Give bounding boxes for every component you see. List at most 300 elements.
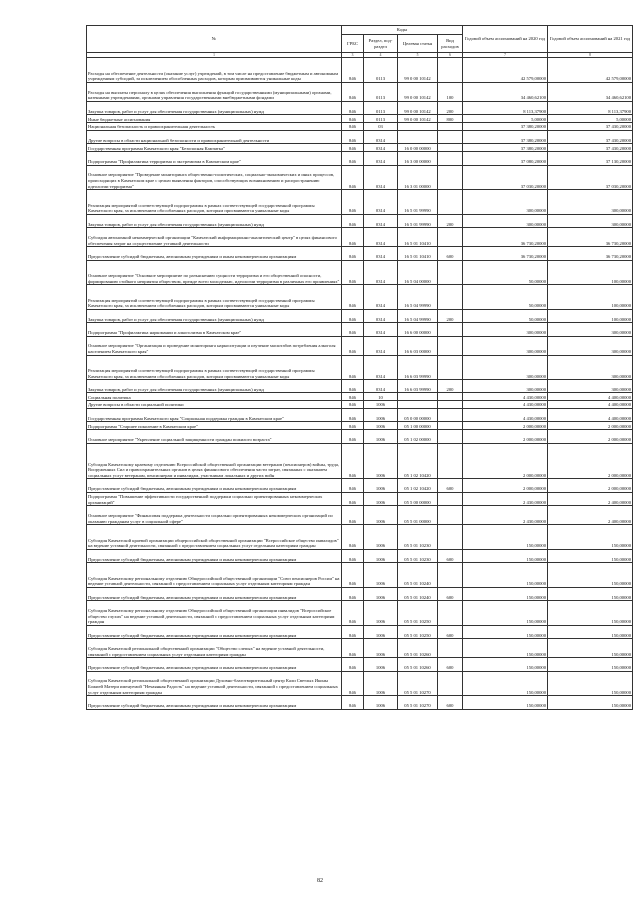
- table-row: [87, 309, 633, 322]
- row-name-cell: Субсидия Камчатской региональной общественной организации "Общество слепых" на ведение уставной деятельности, связанной с предоставлением социальных услуг отдельным категориям граждан: [87, 639, 342, 658]
- row-volume-2021-cell: 150,00000: [548, 658, 633, 671]
- row-razdel-cell: 0314: [364, 247, 398, 260]
- row-csr-cell: 16 5 01 99990: [398, 190, 438, 215]
- row-razdel-cell: 1006: [364, 587, 398, 600]
- row-grbs-cell: 846: [342, 601, 364, 626]
- row-csr-cell: 05 5 01 10230: [398, 549, 438, 562]
- row-volume-2021-cell: 300,00000: [548, 336, 633, 355]
- row-razdel-cell: 0314: [364, 190, 398, 215]
- row-name-cell: Основное мероприятие "Финансовая поддержка деятельности социально ориентированных некоммерческих организаций по оказанию гражданам услуг в социальной сфере": [87, 506, 342, 525]
- table-row: [87, 506, 633, 525]
- row-volume-2020-cell: 150,00000: [463, 549, 548, 562]
- row-volume-2020-cell: 34 460,62100: [463, 83, 548, 102]
- row-razdel-cell: 1006: [364, 506, 398, 525]
- row-csr-cell: 05 5 01 10260: [398, 658, 438, 671]
- row-grbs-cell: 846: [342, 309, 364, 322]
- row-volume-2020-cell: 150,00000: [463, 658, 548, 671]
- row-volume-2020-cell: 300,00000: [463, 323, 548, 336]
- row-name-cell: Основное мероприятие "Основное мероприятие по разъяснению сущности терроризма и его общественной опасности, формированию стойкого неприятия обществом, прежде всего молодежью, идеологии терроризма в различных его проявлениях": [87, 260, 342, 285]
- row-csr-cell: 16 5 04 99990: [398, 285, 438, 310]
- index-cell: 1: [87, 53, 342, 58]
- row-vr-cell: 200: [438, 214, 463, 227]
- row-razdel-cell: 1006: [364, 401, 398, 409]
- table-row: [87, 123, 633, 131]
- row-vr-cell: [438, 492, 463, 505]
- row-vr-cell: 600: [438, 625, 463, 638]
- row-grbs-cell: 846: [342, 214, 364, 227]
- row-grbs-cell: 846: [342, 285, 364, 310]
- row-name-cell: Предоставление субсидий бюджетным, автономным учреждениям и иным некоммерческим организациям: [87, 658, 342, 671]
- row-vr-cell: [438, 525, 463, 550]
- row-grbs-cell: 846: [342, 658, 364, 671]
- header-csr: Целевая статья: [398, 35, 438, 53]
- table-row: [87, 422, 633, 430]
- row-volume-2020-cell: 42 579,00000: [463, 58, 548, 83]
- table-row: [87, 380, 633, 393]
- row-vr-cell: [438, 563, 463, 588]
- table-row: [87, 563, 633, 588]
- row-vr-cell: [438, 130, 463, 143]
- row-volume-2021-cell: 150,00000: [548, 625, 633, 638]
- row-volume-2020-cell: 2 000,00000: [463, 422, 548, 430]
- row-name-cell: Основное мероприятие "Проведение мониторинга общественно-политических, социально-экономических и иных процессов, происходящих в Камчатском крае с целью выявления факторов, способствующих возникновению и распространению идеологии терроризма": [87, 165, 342, 190]
- row-volume-2020-cell: 50,00000: [463, 285, 548, 310]
- row-name-cell: Предоставление субсидий бюджетным, автономным учреждениям и иным некоммерческим организациям: [87, 549, 342, 562]
- row-razdel-cell: 0113: [364, 115, 398, 123]
- row-volume-2021-cell: 150,00000: [548, 671, 633, 696]
- row-volume-2020-cell: 37 030,20000: [463, 165, 548, 190]
- row-vr-cell: [438, 58, 463, 83]
- row-volume-2020-cell: 2 000,00000: [463, 479, 548, 492]
- row-name-cell: Основное мероприятие "Организация и проведение мониторинга наркоситуации и изучение масштабов потребления алкоголя населением Камчатского края": [87, 336, 342, 355]
- table-row: [87, 479, 633, 492]
- row-volume-2020-cell: 8 113,37900: [463, 102, 548, 115]
- row-name-cell: Субсидия Камчатской региональной общественной организации Духовно-благотворительный центр Кали Светлых Иконы Божией Матери именуемой "Нечаянная Радость" на ведение уставной деятельности, связанной с предоставлением социальных услуг отдельным категориям граждан: [87, 671, 342, 696]
- row-name-cell: Иные бюджетные ассигнования: [87, 115, 342, 123]
- row-razdel-cell: 1006: [364, 409, 398, 422]
- row-volume-2021-cell: 150,00000: [548, 549, 633, 562]
- row-volume-2020-cell: 4 430,00000: [463, 393, 548, 401]
- row-name-cell: Подпрограмма "Повышение эффективности государственной поддержки социально ориентированных некоммерческих организаций": [87, 492, 342, 505]
- row-razdel-cell: 1006: [364, 525, 398, 550]
- table-row: [87, 671, 633, 696]
- row-csr-cell: 05 5 01 10240: [398, 587, 438, 600]
- row-volume-2020-cell: 300,00000: [463, 355, 548, 380]
- row-volume-2020-cell: 37 380,20000: [463, 123, 548, 131]
- header-num: №: [87, 26, 342, 53]
- row-volume-2020-cell: 4 430,00000: [463, 409, 548, 422]
- row-vr-cell: [438, 260, 463, 285]
- row-vr-cell: [438, 393, 463, 401]
- row-volume-2020-cell: 300,00000: [463, 380, 548, 393]
- row-razdel-cell: 0113: [364, 83, 398, 102]
- row-vr-cell: [438, 355, 463, 380]
- row-razdel-cell: 1006: [364, 601, 398, 626]
- row-volume-2021-cell: 37 430,20000: [548, 144, 633, 152]
- row-volume-2021-cell: 300,00000: [548, 190, 633, 215]
- table-row: [87, 260, 633, 285]
- row-razdel-cell: 0314: [364, 144, 398, 152]
- row-volume-2020-cell: 150,00000: [463, 563, 548, 588]
- row-grbs-cell: 846: [342, 247, 364, 260]
- row-csr-cell: 16 5 01 10410: [398, 247, 438, 260]
- row-volume-2020-cell: 150,00000: [463, 671, 548, 696]
- row-name-cell: Расходы на обеспечение деятельности (оказание услуг) учреждений, в том числе на предоставление бюджетным и автономным учреждениям субсидий, за исключением обособленных расходов, которым присваиваются уникальные коды: [87, 58, 342, 83]
- row-volume-2020-cell: 50,00000: [463, 309, 548, 322]
- row-name-cell: Подпрограмма "Профилактика наркомании и алкоголизма в Камчатском крае": [87, 323, 342, 336]
- row-razdel-cell: 0314: [364, 309, 398, 322]
- row-volume-2021-cell: 34 460,62100: [548, 83, 633, 102]
- row-vr-cell: 600: [438, 696, 463, 709]
- index-cell: 7: [463, 53, 548, 58]
- index-cell: 8: [548, 53, 633, 58]
- table-row: [87, 115, 633, 123]
- row-csr-cell: 05 5 01 10250: [398, 625, 438, 638]
- row-volume-2021-cell: 2 000,00000: [548, 443, 633, 479]
- row-csr-cell: 05 5 01 10260: [398, 639, 438, 658]
- row-volume-2021-cell: 150,00000: [548, 563, 633, 588]
- table-row: [87, 658, 633, 671]
- row-volume-2020-cell: 37 380,20000: [463, 144, 548, 152]
- row-volume-2021-cell: 37 030,20000: [548, 165, 633, 190]
- row-grbs-cell: 846: [342, 83, 364, 102]
- row-volume-2021-cell: 5,00000: [548, 115, 633, 123]
- row-name-cell: Подпрограмма "Старшее поколение в Камчатском крае": [87, 422, 342, 430]
- row-grbs-cell: 846: [342, 401, 364, 409]
- row-name-cell: Национальная безопасность и правоохранительная деятельность: [87, 123, 342, 131]
- row-razdel-cell: 1006: [364, 696, 398, 709]
- row-name-cell: Закупка товаров, работ и услуг для обеспечения государственных (муниципальных) нужд: [87, 380, 342, 393]
- row-razdel-cell: 1006: [364, 625, 398, 638]
- row-volume-2020-cell: 36 730,20000: [463, 247, 548, 260]
- row-vr-cell: [438, 285, 463, 310]
- row-name-cell: Подпрограмма "Профилактика терроризма и экстремизма в Камчатском крае": [87, 152, 342, 165]
- row-grbs-cell: 846: [342, 165, 364, 190]
- row-csr-cell: 16 6 03 99990: [398, 380, 438, 393]
- row-vr-cell: 600: [438, 658, 463, 671]
- row-razdel-cell: 0113: [364, 58, 398, 83]
- row-grbs-cell: 846: [342, 696, 364, 709]
- row-grbs-cell: 846: [342, 115, 364, 123]
- row-volume-2021-cell: 36 730,20000: [548, 247, 633, 260]
- row-csr-cell: 16 3 00 00000: [398, 152, 438, 165]
- row-grbs-cell: 846: [342, 190, 364, 215]
- row-csr-cell: 05 5 01 10270: [398, 696, 438, 709]
- table-row: [87, 525, 633, 550]
- row-grbs-cell: 846: [342, 58, 364, 83]
- row-volume-2021-cell: 4 400,00000: [548, 401, 633, 409]
- row-csr-cell: 05 1 02 10420: [398, 479, 438, 492]
- row-vr-cell: [438, 601, 463, 626]
- row-volume-2021-cell: 37 130,20000: [548, 152, 633, 165]
- table-row: [87, 190, 633, 215]
- row-grbs-cell: 846: [342, 671, 364, 696]
- row-name-cell: Расходы на выплаты персоналу в целях обеспечения выполнения функций государственными (муниципальными) органами, казенными учреждениями, органами управления государственными внебюджетными фондами: [87, 83, 342, 102]
- header-razdel: Раздел, под-раздел: [364, 35, 398, 53]
- row-razdel-cell: 03: [364, 123, 398, 131]
- row-vr-cell: [438, 123, 463, 131]
- row-csr-cell: 16 5 01 10410: [398, 228, 438, 247]
- row-volume-2021-cell: 4 400,00000: [548, 409, 633, 422]
- row-volume-2021-cell: 37 430,20000: [548, 130, 633, 143]
- row-volume-2021-cell: 150,00000: [548, 525, 633, 550]
- index-cell: 5: [398, 53, 438, 58]
- row-grbs-cell: 846: [342, 506, 364, 525]
- row-csr-cell: 99 0 00 10142: [398, 115, 438, 123]
- row-grbs-cell: 846: [342, 422, 364, 430]
- table-row: [87, 443, 633, 479]
- row-vr-cell: [438, 401, 463, 409]
- row-razdel-cell: 1006: [364, 639, 398, 658]
- index-cell: 6: [438, 53, 463, 58]
- row-volume-2020-cell: 150,00000: [463, 625, 548, 638]
- row-vr-cell: [438, 336, 463, 355]
- row-csr-cell: 16 5 04 00000: [398, 260, 438, 285]
- row-razdel-cell: 1006: [364, 430, 398, 443]
- row-volume-2021-cell: 2 400,00000: [548, 492, 633, 505]
- table-row: [87, 285, 633, 310]
- row-grbs-cell: 846: [342, 549, 364, 562]
- row-csr-cell: 05 1 02 10420: [398, 443, 438, 479]
- row-grbs-cell: 846: [342, 525, 364, 550]
- row-csr-cell: 16 6 03 99990: [398, 355, 438, 380]
- header-codes: Коды: [342, 26, 463, 35]
- row-razdel-cell: 0314: [364, 285, 398, 310]
- row-csr-cell: [398, 401, 438, 409]
- row-volume-2021-cell: 100,00000: [548, 309, 633, 322]
- row-volume-2021-cell: 100,00000: [548, 260, 633, 285]
- row-razdel-cell: 0314: [364, 214, 398, 227]
- row-csr-cell: 05 5 01 00000: [398, 506, 438, 525]
- row-volume-2021-cell: 2 400,00000: [548, 506, 633, 525]
- table-row: [87, 102, 633, 115]
- row-csr-cell: [398, 393, 438, 401]
- row-vr-cell: [438, 228, 463, 247]
- row-name-cell: Субсидия Камчатской краевой организации общероссийской общественной организации "Всероссийское общество инвалидов" на ведение уставной деятельности, связанной с предоставлением социальных услуг отдельным категориям граждан: [87, 525, 342, 550]
- row-volume-2020-cell: 2 430,00000: [463, 506, 548, 525]
- row-razdel-cell: 1006: [364, 422, 398, 430]
- row-razdel-cell: 0314: [364, 130, 398, 143]
- row-name-cell: Предоставление субсидий бюджетным, автономным учреждениям и иным некоммерческим организациям: [87, 479, 342, 492]
- row-razdel-cell: 1006: [364, 492, 398, 505]
- row-name-cell: Государственная программа Камчатского края "Безопасная Камчатка": [87, 144, 342, 152]
- table-row: [87, 58, 633, 83]
- row-grbs-cell: 846: [342, 409, 364, 422]
- row-razdel-cell: 1006: [364, 563, 398, 588]
- row-csr-cell: 99 0 00 10142: [398, 102, 438, 115]
- header-vr: Вид расходов: [438, 35, 463, 53]
- row-vr-cell: [438, 671, 463, 696]
- row-razdel-cell: 0314: [364, 380, 398, 393]
- row-vr-cell: 800: [438, 115, 463, 123]
- row-volume-2020-cell: 5,00000: [463, 115, 548, 123]
- row-name-cell: Реализация мероприятий соответствующей подпрограммы в рамках соответствующей государственной программы Камчатского края, за исключением обособленных расходов, которым присваиваются уникальные коды: [87, 355, 342, 380]
- row-vr-cell: 600: [438, 587, 463, 600]
- row-grbs-cell: 846: [342, 563, 364, 588]
- row-volume-2020-cell: 150,00000: [463, 525, 548, 550]
- row-name-cell: Предоставление субсидий бюджетным, автономным учреждениям и иным некоммерческим организациям: [87, 696, 342, 709]
- row-volume-2020-cell: 2 000,00000: [463, 430, 548, 443]
- row-razdel-cell: 1006: [364, 549, 398, 562]
- table-row: [87, 165, 633, 190]
- row-csr-cell: 05 5 01 10230: [398, 525, 438, 550]
- index-cell: 3: [342, 53, 364, 58]
- row-csr-cell: 16 5 01 99990: [398, 214, 438, 227]
- table-row: [87, 625, 633, 638]
- row-razdel-cell: 0113: [364, 102, 398, 115]
- table-row: [87, 228, 633, 247]
- row-razdel-cell: 1006: [364, 671, 398, 696]
- row-volume-2021-cell: 300,00000: [548, 323, 633, 336]
- row-vr-cell: [438, 506, 463, 525]
- row-volume-2021-cell: 150,00000: [548, 639, 633, 658]
- row-vr-cell: 600: [438, 549, 463, 562]
- row-vr-cell: [438, 144, 463, 152]
- row-name-cell: Основное мероприятие "Укрепление социальной защищенности граждан пожилого возраста": [87, 430, 342, 443]
- row-csr-cell: 05 0 00 00000: [398, 409, 438, 422]
- row-volume-2021-cell: 100,00000: [548, 285, 633, 310]
- row-csr-cell: 16 5 04 99990: [398, 309, 438, 322]
- row-name-cell: Закупка товаров, работ и услуг для обеспечения государственных (муниципальных) нужд: [87, 102, 342, 115]
- table-row: [87, 130, 633, 143]
- row-razdel-cell: 1006: [364, 658, 398, 671]
- row-grbs-cell: 846: [342, 144, 364, 152]
- row-razdel-cell: 10: [364, 393, 398, 401]
- table-row: [87, 549, 633, 562]
- row-grbs-cell: 846: [342, 492, 364, 505]
- row-volume-2021-cell: 2 000,00000: [548, 430, 633, 443]
- row-csr-cell: 16 6 00 00000: [398, 323, 438, 336]
- row-grbs-cell: 846: [342, 130, 364, 143]
- row-volume-2020-cell: 36 730,20000: [463, 228, 548, 247]
- row-vr-cell: [438, 422, 463, 430]
- row-name-cell: Предоставление субсидий бюджетным, автономным учреждениям и иным некоммерческим организациям: [87, 625, 342, 638]
- table-row: [87, 430, 633, 443]
- row-name-cell: Предоставление субсидий бюджетным, автономным учреждениям и иным некоммерческим организациям: [87, 587, 342, 600]
- row-csr-cell: 99 0 00 10142: [398, 58, 438, 83]
- row-volume-2021-cell: 42 579,00000: [548, 58, 633, 83]
- row-volume-2021-cell: 150,00000: [548, 587, 633, 600]
- table-row: [87, 409, 633, 422]
- row-grbs-cell: 846: [342, 380, 364, 393]
- row-grbs-cell: 846: [342, 336, 364, 355]
- row-name-cell: Субсидия Камчатскому краевому отделению Всероссийской общественной организации ветеранов (пенсионеров) войны, труда, Вооруженных Сил и правоохранительных органов в целях финансового обеспечения части затрат, связанных с оказанием социальных услуг ветеранам, пенсионерам и инвалидам, участникам локальных и других войн: [87, 443, 342, 479]
- table-row: [87, 401, 633, 409]
- row-name-cell: Субсидия Камчатскому региональному отделению Общероссийской общественной организации "Союз пенсионеров России" на ведение уставной деятельности, связанной с предоставлением социальных услуг отдельным категориям граждан: [87, 563, 342, 588]
- row-csr-cell: [398, 123, 438, 131]
- header-grbs: ГРБС: [342, 35, 364, 53]
- table-row: [87, 144, 633, 152]
- row-name-cell: Другие вопросы в области социальной политики: [87, 401, 342, 409]
- row-vr-cell: 600: [438, 479, 463, 492]
- header-volume-2021: Годовой объем ассигнований на 2021 год: [548, 26, 633, 53]
- page-number: 82: [317, 878, 323, 884]
- table-row: [87, 696, 633, 709]
- row-volume-2020-cell: 300,00000: [463, 336, 548, 355]
- row-vr-cell: [438, 165, 463, 190]
- row-name-cell: Реализация мероприятий соответствующей подпрограммы в рамках соответствующей государственной программы Камчатского края, за исключением обособленных расходов, которым присваиваются уникальные коды: [87, 190, 342, 215]
- row-volume-2020-cell: 150,00000: [463, 696, 548, 709]
- row-volume-2021-cell: 36 730,20000: [548, 228, 633, 247]
- row-name-cell: Закупка товаров, работ и услуг для обеспечения государственных (муниципальных) нужд: [87, 214, 342, 227]
- row-name-cell: Государственная программа Камчатского края "Социальная поддержка граждан в Камчатском крае": [87, 409, 342, 422]
- row-volume-2020-cell: 37 380,20000: [463, 130, 548, 143]
- row-vr-cell: [438, 152, 463, 165]
- row-csr-cell: 05 1 02 00000: [398, 430, 438, 443]
- row-volume-2020-cell: 150,00000: [463, 601, 548, 626]
- row-name-cell: Социальная политика: [87, 393, 342, 401]
- row-volume-2020-cell: 150,00000: [463, 639, 548, 658]
- table-row: [87, 214, 633, 227]
- index-cell: 4: [364, 53, 398, 58]
- table-row: [87, 83, 633, 102]
- row-vr-cell: 600: [438, 247, 463, 260]
- row-grbs-cell: 846: [342, 123, 364, 131]
- row-csr-cell: 05 5 01 10250: [398, 601, 438, 626]
- row-vr-cell: [438, 323, 463, 336]
- table-row: [87, 492, 633, 505]
- row-volume-2020-cell: 4 430,00000: [463, 401, 548, 409]
- row-volume-2021-cell: 2 000,00000: [548, 422, 633, 430]
- row-grbs-cell: 846: [342, 228, 364, 247]
- row-razdel-cell: 0314: [364, 355, 398, 380]
- row-grbs-cell: 846: [342, 479, 364, 492]
- row-csr-cell: 05 5 00 00000: [398, 492, 438, 505]
- table-row: [87, 355, 633, 380]
- row-csr-cell: 16 6 03 00000: [398, 336, 438, 355]
- row-name-cell: Субсидия автономной некоммерческой организации "Камчатский информационно-аналитический центр" в целях финансового обеспечения затрат на осуществление уставной деятельности: [87, 228, 342, 247]
- row-razdel-cell: 1006: [364, 443, 398, 479]
- row-volume-2020-cell: 2 000,00000: [463, 443, 548, 479]
- row-grbs-cell: 846: [342, 260, 364, 285]
- row-vr-cell: [438, 443, 463, 479]
- row-volume-2021-cell: 300,00000: [548, 355, 633, 380]
- row-volume-2021-cell: 300,00000: [548, 214, 633, 227]
- table-row: [87, 393, 633, 401]
- row-csr-cell: 16 3 01 00000: [398, 165, 438, 190]
- row-vr-cell: [438, 409, 463, 422]
- row-csr-cell: 05 5 01 10270: [398, 671, 438, 696]
- table-row: [87, 587, 633, 600]
- row-grbs-cell: 846: [342, 355, 364, 380]
- row-volume-2020-cell: 2 430,00000: [463, 492, 548, 505]
- row-razdel-cell: 0314: [364, 336, 398, 355]
- table-row: [87, 336, 633, 355]
- row-grbs-cell: 846: [342, 587, 364, 600]
- row-volume-2021-cell: 150,00000: [548, 601, 633, 626]
- budget-table: [86, 25, 633, 710]
- row-volume-2021-cell: 150,00000: [548, 696, 633, 709]
- row-volume-2021-cell: 2 000,00000: [548, 479, 633, 492]
- row-vr-cell: 200: [438, 309, 463, 322]
- row-volume-2021-cell: 300,00000: [548, 380, 633, 393]
- row-vr-cell: 100: [438, 83, 463, 102]
- row-name-cell: Закупка товаров, работ и услуг для обеспечения государственных (муниципальных) нужд: [87, 309, 342, 322]
- row-vr-cell: [438, 430, 463, 443]
- row-csr-cell: 05 5 01 10240: [398, 563, 438, 588]
- row-razdel-cell: 1006: [364, 479, 398, 492]
- row-grbs-cell: 846: [342, 625, 364, 638]
- row-grbs-cell: 846: [342, 323, 364, 336]
- table-row: [87, 323, 633, 336]
- row-csr-cell: 99 0 00 10142: [398, 83, 438, 102]
- row-csr-cell: [398, 130, 438, 143]
- row-vr-cell: [438, 639, 463, 658]
- header-volume-2020: Годовой объем ассигнований на 2020 год: [463, 26, 548, 53]
- row-volume-2020-cell: 300,00000: [463, 214, 548, 227]
- row-name-cell: Предоставление субсидий бюджетным, автономным учреждениям и иным некоммерческим организациям: [87, 247, 342, 260]
- row-csr-cell: 05 1 00 00000: [398, 422, 438, 430]
